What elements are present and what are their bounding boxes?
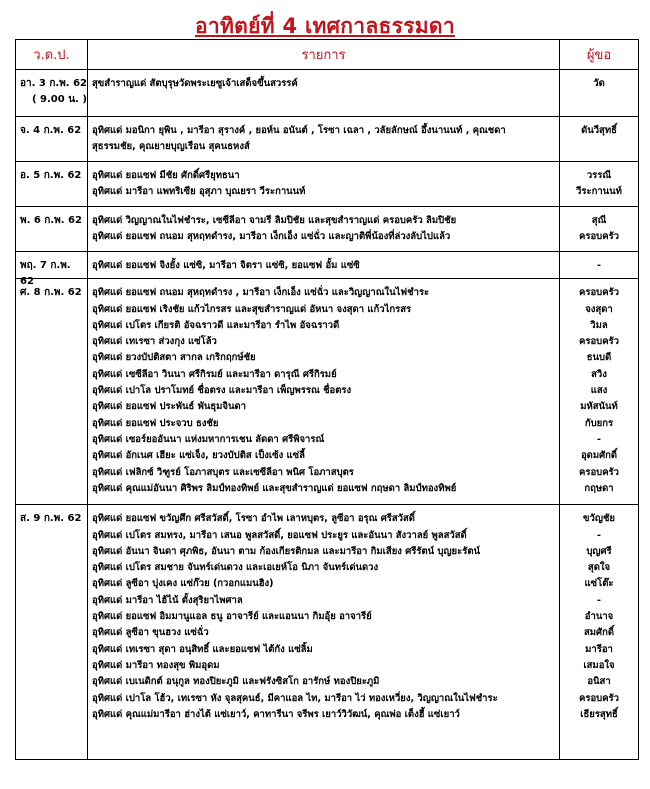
requester-line: ครอบครัว [579,336,619,348]
intention-line: อุทิศแด่ ยอแซฟ มีชัย ศักดิ์ศรียุทธนา [92,170,240,181]
requester-line: - [597,260,601,271]
intention-line: อุทิศแด่ มารีอา แพทริเซีย อุสุภา บุณยรา วีระกานนท์ [92,186,306,198]
row-date [16,505,88,760]
row-requesters [560,505,639,760]
requester-line: - [597,594,601,606]
requester-line: ดันวีสุทธิ์ [581,125,617,136]
header-items: รายการ [88,40,560,70]
mass-intention-table [15,39,639,760]
requester-line: วัด [593,78,605,89]
intention-line: อุทิศแด่ เปาโล โฮ้ว, เทเรซา หัง จุลสุคนธ์, มีคาแอล ไท, มารีอา ไว่ ทองเหวี่ยง, วิญญาณในไฟชำระ [92,692,498,704]
intention-line: อุทิศแด่ มารีอา ไฮ้ไน้ ตั้งสุริยาไพศาล [92,594,243,606]
intention-line: อุทิศแด่ เปโตร สมชาย จันทร์เด่นดวง และเอเยห์โอ นิภา จันทร์เด่นดวง [92,562,379,574]
row-requesters [560,162,639,207]
intention-line: อุทิศแด่ ยอแซฟ ประจวบ ธงชัย [92,417,219,429]
requester-line: มหัสนันท์ [580,401,618,413]
row-requesters [560,252,639,279]
header-date: ว.ด.ป. [16,40,88,70]
intention-line: อุทิศแด่ ลูซีอา บุ่งเคง แซ่ก๊วย (กวอกแมนฮิง) [92,578,274,590]
requester-line: กับยกร [584,417,614,429]
row-date [16,70,88,117]
date-line: จ. 4 ก.พ. 62 [20,125,82,136]
requester-line: บุญศรี [586,545,612,557]
row-date [16,117,88,162]
row-items [88,207,560,252]
table-row [16,162,639,207]
intention-line: อุทิศแด่ เปโตร สมทรง, มารีอา เสนอ พูลสวัสดิ์, ยอแซฟ ประยูร และอันนา สังวาลย์ พูลสวัสดิ์ [92,529,467,541]
intention-line: อุทิศแด่ เทเรซา ส่วงกุง แซ่โล้ว [92,336,217,348]
intention-line: สุธรรมชัย, คุณยายบุญเรือน สุคนธหงส์ [92,141,250,153]
row-requesters [560,117,639,162]
row-items [88,70,560,117]
requester-line: สุดใจ [587,562,611,574]
requester-line: ครอบครัว [579,287,619,299]
table-row [16,70,639,117]
intention-line: อุทิศแด่ เซซีลีอา วินนา ศรีกิรมย์ และมารีอา ดารุณี ศรีกิรมย์ [92,368,337,380]
intention-line: อุทิศแด่ วิญญาณในไฟชำระ, เซซีลีอา จามรี ลิมปิชัย และสุขสำราญแด่ ครอบครัว ลิมปิชัย [92,215,457,226]
intention-line: อุทิศแด่ อักเนศ เฮียะ แซ่เจ็ง, ยวงบัปติส เป็งเซ้ง แซ่ลี้ [92,450,305,462]
row-items [88,279,560,505]
table-row [16,279,639,505]
row-date [16,252,88,287]
row-date [16,279,88,505]
requester-line: วิมล [590,319,608,331]
intention-line: อุทิศแด่ ลูซีอา ขุนฮวง แซ่ฉั่ว [92,627,209,639]
date-line: อา. 3 ก.พ. 62 [20,78,87,89]
row-requesters [560,207,639,252]
requester-line: วรรณี [586,170,612,181]
table-row [16,207,639,252]
row-requesters [560,70,639,117]
requester-line: ครอบครัว [579,692,619,704]
requester-line: สวิง [591,368,607,380]
intention-line: อุทิศแด่ ยอแซฟ ประพันธ์ พันธุมจินดา [92,401,246,413]
intention-line: อุทิศแด่ เปาโล ปราโมทย์ ชื่อตรง และมารีอา เพ็ญพรรณ ชื่อตรง [92,385,352,397]
requester-line: เธียรสุทธิ์ [580,708,618,720]
date-line: พฤ. 7 ก.พ. 62 [20,260,71,287]
requester-line: เสมอใจ [583,659,615,671]
requester-line: อนิสา [587,676,611,688]
requester-line: วีระกานนท์ [576,186,622,198]
row-items [88,252,560,279]
requester-line: ขวัญชัย [583,513,615,525]
intention-line: อุทิศแด่ เบเนดิกต์ อนุกูล ทองปิยะภูมิ และฟรังซิสโก อารักษ์ ทองปิยะภูมิ [92,676,380,688]
requester-line: ธนบดี [586,352,612,364]
row-date [16,162,88,207]
row-date [16,207,88,252]
header-requester: ผู้ขอ [560,40,639,70]
intention-line: อุทิศแด่ ยอแซฟ อิมมานูแอล ธนู อาจารีย์ และแอนนา กิมอุ้ย อาจารีย์ [92,611,372,623]
date-line: ส. 9 ก.พ. 62 [20,513,82,525]
requester-line: อำนาจ [584,611,614,623]
date-line: อ. 5 ก.พ. 62 [20,170,82,181]
intention-line: อุทิศแด่ ยอแซฟ ขวัญศึก ศรีสวัสดิ์, โรซา อำไพ เลาหบุตร, ลูซีอา อรุณ ศรีสวัสดิ์ [92,513,415,525]
table-row [16,505,639,760]
requester-line: - [597,529,601,541]
intention-line: อุทิศแด่ เซอร์ยออันนา แห่งมหาการเชน ลัดดา ศรีพิจารณ์ [92,433,325,445]
date-line: ( 9.00 น. ) [32,94,87,106]
intention-line: สุขสำราญแด่ สัตบุรุษวัดพระเยซูเจ้าเสด็จขึ้นสวรรค์ [92,78,298,89]
requester-line: ครอบครัว [579,466,619,478]
requester-line: อุดมศักดิ์ [580,450,618,462]
requester-line: สมศักดิ์ [583,627,614,639]
intention-line: อุทิศแด่ อันนา จินดา ศุภพิธ, อันนา ตาม ก้องเกียรติกมล และมารีอา กิมเสียง ศรีรัตน์ บุญยะรัตน์ [92,545,480,557]
requester-line: ครอบครัว [579,231,619,243]
table-header-row [16,40,639,70]
intention-line: อุทิศแด่ ยอแซฟ ถนอม สุหฤทดำรง, มารีอา เง็กเอ็ง แซ่ฉั่ว และญาติพี่น้องที่ล่วงลับไปแล้ว [92,231,451,243]
intention-line: อุทิศแด่ ยอแซฟ เริงชัย แก้วไกรสร และสุขสำราญแด่ อัหนา จงสุดา แก้วไกรสร [92,303,412,315]
table-row [16,117,639,162]
requester-line: มารีอา [585,643,613,655]
intention-line: อุทิศแด่ ยอแซฟ ถนอม สุหฤทดำรง , มารีอา เง็กเอ็ง แซ่ฉั่ว และวิญญาณในไฟชำระ [92,287,430,299]
requester-line: แซ่โต๊ะ [584,578,614,590]
date-line: ศ. 8 ก.พ. 62 [20,287,82,299]
intention-line: อุทิศแด่ เทเรซา สุดา อนุสิทธิ์ และยอแซฟ ไต้กัง แซ่ลิ้ม [92,643,313,655]
intention-line: อุทิศแด่ เปโตร เกียรติ อัจฉราวดี และมารีอา รำไพ อัจฉราวดี [92,319,340,331]
row-items [88,505,560,760]
requester-line: แสง [590,385,608,397]
intention-line: อุทิศแด่ มอนิกา ยุพิน , มารีอา สุรางค์ , ยอห์น อนันต์ , โรซา เฉลา , วลัยลักษณ์ อึ้งนานนท์ , คุณชดา [92,125,506,136]
requester-line: สุณี [591,215,607,226]
requester-line: กฤษดา [584,482,614,494]
intention-line: อุทิศแด่ เฟลิกซ์ วิฑูรย์ โอภาสบุตร และเซซีลีอา พนิศ โอภาสบุตร [92,466,354,478]
intention-line: อุทิศแด่ มารีอา ทองสุข พิมอุดม [92,659,220,671]
row-items [88,162,560,207]
page-title: อาทิตย์ที่ 4 เทศกาลธรรมดา [195,14,455,38]
date-line: พ. 6 ก.พ. 62 [20,215,82,226]
table-row [16,252,639,279]
row-requesters [560,279,639,505]
requester-line: จงสุดา [585,303,613,315]
intention-line: อุทิศแด่ ยวงบัปติสตา สากล เกริกฤกษ์ชัย [92,352,256,364]
intention-line: อุทิศแด่ ยอแซฟ จิงยั้ง แซ่ซิ, มารีอา จิตรา แซ่ซิ, ยอแซฟ อั้ม แซ่ซิ [92,260,360,271]
intention-line: อุทิศแด่ คุณแม่มารีอา ฮ่างไต้ แซ่เยาว์, คาทารีนา จรีพร เยาว์วิวัฒน์, คุณพ่อ เต็งฮี้ แซ่เยาว์ [92,708,460,720]
row-items [88,117,560,162]
requester-line: - [597,433,601,445]
intention-line: อุทิศแด่ คุณแม่อันนา ศิริพร ลิมป์ทองทิพย์ และสุขสำราญแด่ ยอแซฟ กฤษดา ลิมป์ทองทิพย์ [92,482,457,494]
